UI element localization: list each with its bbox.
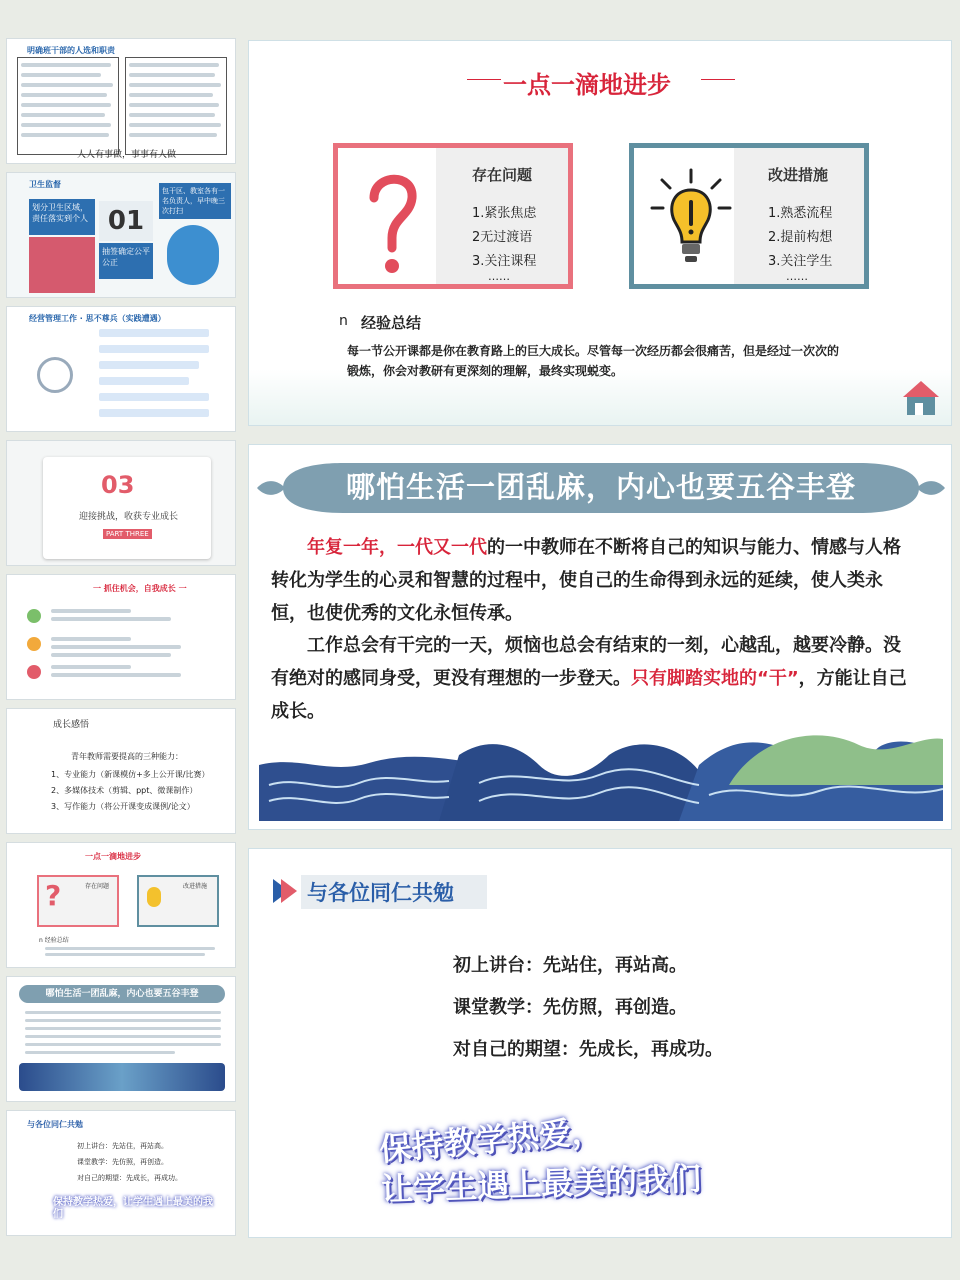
thumbnail-title: 明确班干部的人选和职责 <box>27 46 115 55</box>
thumb-box-c: 抽签确定公平公正 <box>99 243 153 279</box>
thumbnail-line: 1、专业能力（新课模仿+多上公开课/比赛） <box>51 770 210 779</box>
problem-more: …… <box>488 270 510 283</box>
thumbnail-4[interactable] <box>6 440 236 566</box>
paragraph-2 <box>271 629 911 728</box>
doraemon-illustration <box>167 225 219 285</box>
mini-note: n 经验总结 <box>39 937 69 944</box>
thumb-photo <box>29 237 95 293</box>
house-logo-icon <box>899 377 943 419</box>
thumbnail-1[interactable] <box>6 38 236 164</box>
paragraph-text: ，方能让自己成长。 <box>271 668 907 722</box>
mini-line: 对自己的期望：先成长，再成功。 <box>77 1174 182 1182</box>
bullet-icon <box>27 637 41 651</box>
thumbnail-9[interactable] <box>6 1110 236 1236</box>
highlight-red: 只有脚踏实地的“干” <box>631 668 799 689</box>
slide-title: 与各位同仁共勉 <box>307 881 454 905</box>
mini-wave-illustration <box>19 1063 225 1091</box>
measure-item: 3.关注学生 <box>768 254 833 269</box>
slide-progress <box>248 40 952 426</box>
paragraph-text: 的一中教师在不断将自己的知识与能力、情感与人格转化为学生的心灵和智慧的过程中，使自己的生命得到永远的延续，使人类永恒，也使优秀的文化永恒传承。 <box>271 537 901 624</box>
measures-card <box>629 143 869 289</box>
paragraph-1 <box>271 531 911 630</box>
thumbnail-table <box>17 57 227 157</box>
thumbnail-8[interactable] <box>6 976 236 1102</box>
mini-line: 初上讲台：先站住，再站高。 <box>77 1142 168 1150</box>
slide-life-mess <box>248 444 952 830</box>
thumbnail-title: 一 抓住机会，自我成长 一 <box>93 584 187 593</box>
title-deco-right <box>701 79 735 80</box>
mini-problem-header: 存在问题 <box>85 883 110 890</box>
thumbnail-5[interactable] <box>6 574 236 700</box>
thumb-box-d: 包干区、教室各有一名负责人，早中晚三次打扫 <box>159 183 231 219</box>
summary-title: 经验总结 <box>361 314 422 332</box>
problem-item: 1.紧张焦虑 <box>472 206 537 221</box>
measures-header: 改进措施 <box>768 166 829 184</box>
slide-encourage <box>248 848 952 1238</box>
measure-item: 2.提前构想 <box>768 230 833 245</box>
problem-item: 3.关注课程 <box>472 254 537 269</box>
paragraph-text: 工作总会有干完的一天，烦恼也总会有结束的一刻，心越乱，越要冷静。没有绝对的感同身受，更没有理想的一步登天。 <box>271 635 901 689</box>
problems-card <box>333 143 573 289</box>
mini-line: 课堂教学：先仿照，再创造。 <box>77 1158 168 1166</box>
slide-title: 一点一滴地进步 <box>503 71 671 99</box>
bullet-icon <box>27 609 41 623</box>
handwriting-line-1: 保持教学热爱， <box>377 1111 605 1169</box>
thumbnail-heading: 成长感悟 <box>53 720 90 730</box>
summary-text: 每一节公开课都是你在教育路上的巨大成长。尽管每一次经历都会很痛苦，但是经过一次次的锻炼，你会对教研有更深刻的理解，最终实现蜕变。 <box>347 344 840 378</box>
problem-item: 2无过渡语 <box>472 230 533 245</box>
measure-item: 1.熟悉流程 <box>768 206 833 221</box>
thumbnail-title: 经营管理工作 · 思不尊兵（实践遭遇） <box>29 314 166 323</box>
lightbulb-icon <box>648 166 734 276</box>
title-deco-left <box>467 79 501 80</box>
thumbnail-caption: 人人有事做，事事有人做 <box>77 150 177 160</box>
thumbnail-title: 卫生监督 <box>29 180 61 189</box>
waves-illustration <box>259 725 943 821</box>
section-subtitle: 迎接挑战，收获专业成长 <box>79 512 179 522</box>
thumbnail-line: 2、多媒体技术（剪辑、ppt、微课制作） <box>51 786 198 795</box>
thumb-number: 01 <box>99 201 153 241</box>
thumbnail-6[interactable] <box>6 708 236 834</box>
thumb-box-a: 划分卫生区域，责任落实到个人 <box>29 199 95 235</box>
motto-line: 课堂教学：先仿照，再创造。 <box>453 997 687 1018</box>
bullet-icon <box>27 665 41 679</box>
question-icon: ? <box>45 879 62 912</box>
mini-measure-header: 改进措施 <box>183 883 208 890</box>
thumbnail-7[interactable] <box>6 842 236 968</box>
summary-bullet: n <box>339 313 348 329</box>
motto-line: 对自己的期望：先成长，再成功。 <box>453 1039 723 1060</box>
part-label: PART THREE <box>103 529 152 539</box>
mini-handwriting: 保持教学热爱，让学生遇上最美的我们 <box>53 1197 213 1220</box>
section-number: 03 <box>101 471 135 499</box>
banner-text: 哪怕生活一团乱麻，内心也要五谷丰登 <box>345 470 856 504</box>
mini-banner: 哪怕生活一团乱麻，内心也要五谷丰登 <box>19 985 225 1003</box>
mini-title: 与各位同仁共勉 <box>27 1120 83 1129</box>
question-icon <box>352 160 432 280</box>
thumbnail-line: 青年教师需要提高的三种能力： <box>71 752 183 761</box>
handwriting-line-2: 让学生遇上最美的我们 <box>380 1159 702 1209</box>
highlight-red: 年复一年，一代又一代 <box>307 537 487 558</box>
title-arrow-icon <box>271 877 301 905</box>
thumbnail-3[interactable] <box>6 306 236 432</box>
motto-line: 初上讲台：先站住，再站高。 <box>453 955 687 976</box>
problems-header: 存在问题 <box>472 166 533 184</box>
thumbnail-title: 一点一滴地进步 <box>85 852 141 861</box>
target-icon <box>37 357 73 393</box>
thumbnail-line: 3、写作能力（将公开课变成课例/论文） <box>51 802 195 811</box>
thumbnail-2[interactable] <box>6 172 236 298</box>
lightbulb-icon <box>147 887 161 907</box>
measure-more: …… <box>786 270 808 283</box>
